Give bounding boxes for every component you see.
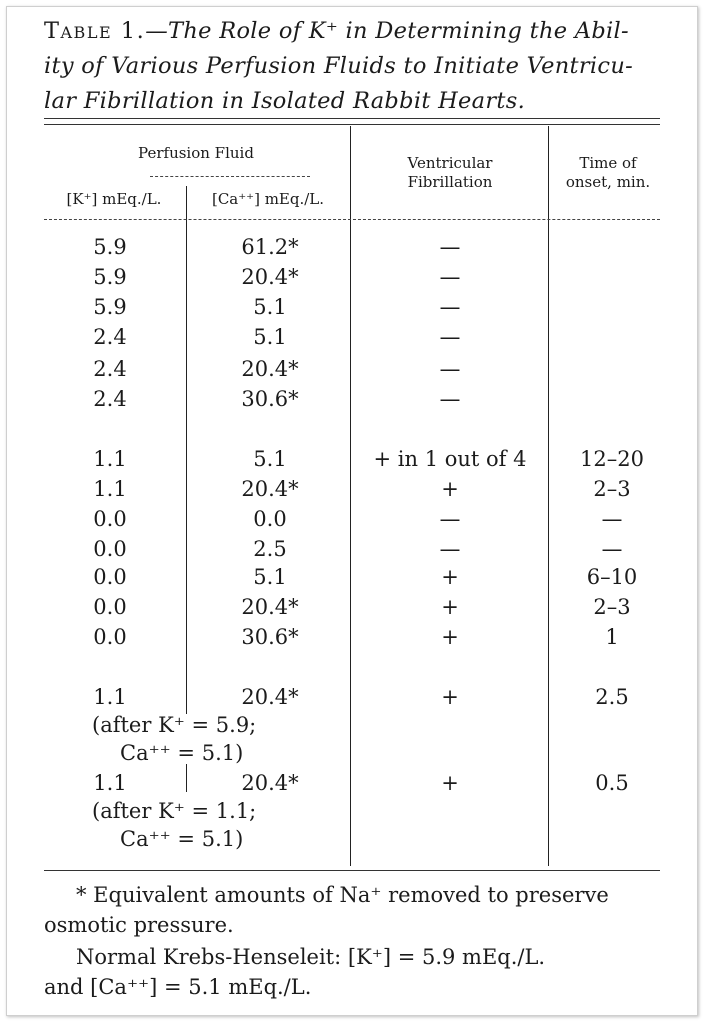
cell-note: (after K⁺ = 5.9; [92, 713, 257, 737]
cell-k: 2.4 [93, 387, 127, 411]
cell-time: — [601, 507, 623, 531]
cell-note: Ca⁺⁺ = 5.1) [120, 741, 244, 765]
cell-time: 2.5 [595, 685, 629, 709]
cell-ca: 30.6* [241, 625, 299, 649]
cell-ca: 20.4* [241, 265, 299, 289]
cell-ca: 5.1 [253, 295, 287, 319]
cell-k: 5.9 [93, 295, 127, 319]
cell-k: 2.4 [93, 357, 127, 381]
cell-k: 1.1 [93, 771, 127, 795]
cell-ca: 5.1 [253, 565, 287, 589]
cell-k: 5.9 [93, 235, 127, 259]
cell-time: 0.5 [595, 771, 629, 795]
divider-k-ca-lower [186, 764, 187, 792]
cell-ca: 5.1 [253, 447, 287, 471]
cell-time: 2–3 [593, 595, 631, 619]
cell-k: 1.1 [93, 685, 127, 709]
table-title [44, 14, 664, 119]
cell-vf: — [439, 325, 461, 349]
cell-vf: — [439, 507, 461, 531]
cell-ca: 2.5 [253, 537, 287, 561]
title-line-1: —The Role of K⁺ in Determining the Abil- [145, 18, 629, 44]
cell-vf: — [439, 537, 461, 561]
cell-time: 1 [605, 625, 619, 649]
cell-ca: 20.4* [241, 771, 299, 795]
title-line-3: lar Fibrillation in Isolated Rabbit Hearts. [44, 88, 526, 114]
cell-k: 1.1 [93, 447, 127, 471]
header-bottom-rule [44, 219, 660, 220]
bottom-rule [44, 870, 660, 871]
cell-ca: 61.2* [241, 235, 299, 259]
cell-vf: + [441, 477, 459, 501]
footnote-1-line-2: osmotic pressure. [44, 913, 234, 937]
header-time: Time of onset, min. [565, 154, 651, 191]
cell-vf: — [439, 235, 461, 259]
cell-k: 0.0 [93, 625, 127, 649]
table-label: Table 1. [44, 18, 146, 44]
cell-k: 0.0 [93, 565, 127, 589]
divider-k-ca [186, 186, 187, 714]
cell-time: 6–10 [586, 565, 638, 589]
top-rule-2 [44, 124, 660, 125]
header-ca: [Ca⁺⁺] mEq./L. [211, 190, 325, 208]
cell-ca: 5.1 [253, 325, 287, 349]
cell-vf: + [441, 595, 459, 619]
cell-note: (after K⁺ = 1.1; [92, 799, 257, 823]
cell-time: — [601, 537, 623, 561]
footnote-1-line-1: * Equivalent amounts of Na⁺ removed to preserve [76, 883, 609, 907]
title-line-2: ity of Various Perfusion Fluids to Initiate Ventricu- [44, 53, 634, 79]
cell-time: 12–20 [580, 447, 644, 471]
cell-ca: 20.4* [241, 357, 299, 381]
cell-k: 2.4 [93, 325, 127, 349]
cell-ca: 20.4* [241, 477, 299, 501]
cell-ca: 20.4* [241, 595, 299, 619]
cell-vf: + [441, 685, 459, 709]
footnote-2-line-1: Normal Krebs-Henseleit: [K⁺] = 5.9 mEq./L. [76, 945, 546, 969]
cell-k: 5.9 [93, 265, 127, 289]
cell-ca: 30.6* [241, 387, 299, 411]
header-vf: Ventricular Fibrillation [407, 154, 493, 191]
cell-k: 0.0 [93, 595, 127, 619]
cell-vf: + [441, 771, 459, 795]
cell-vf: — [439, 265, 461, 289]
divider-vf-time [548, 126, 549, 866]
cell-k: 0.0 [93, 507, 127, 531]
cell-ca: 20.4* [241, 685, 299, 709]
cell-vf: — [439, 387, 461, 411]
divider-ca-vf [350, 126, 351, 866]
cell-time: 2–3 [593, 477, 631, 501]
top-rule-1 [44, 118, 660, 119]
header-perfusion-fluid: Perfusion Fluid [138, 144, 254, 162]
footnote-2-line-2: and [Ca⁺⁺] = 5.1 mEq./L. [44, 975, 312, 999]
cell-vf: — [439, 357, 461, 381]
cell-vf: + in 1 out of 4 [373, 447, 527, 471]
cell-vf: + [441, 565, 459, 589]
header-group-rule [150, 176, 310, 177]
cell-vf: + [441, 625, 459, 649]
cell-ca: 0.0 [253, 507, 287, 531]
cell-k: 1.1 [93, 477, 127, 501]
cell-note: Ca⁺⁺ = 5.1) [120, 827, 244, 851]
cell-vf: — [439, 295, 461, 319]
cell-k: 0.0 [93, 537, 127, 561]
header-k: [K⁺] mEq./L. [66, 190, 162, 208]
